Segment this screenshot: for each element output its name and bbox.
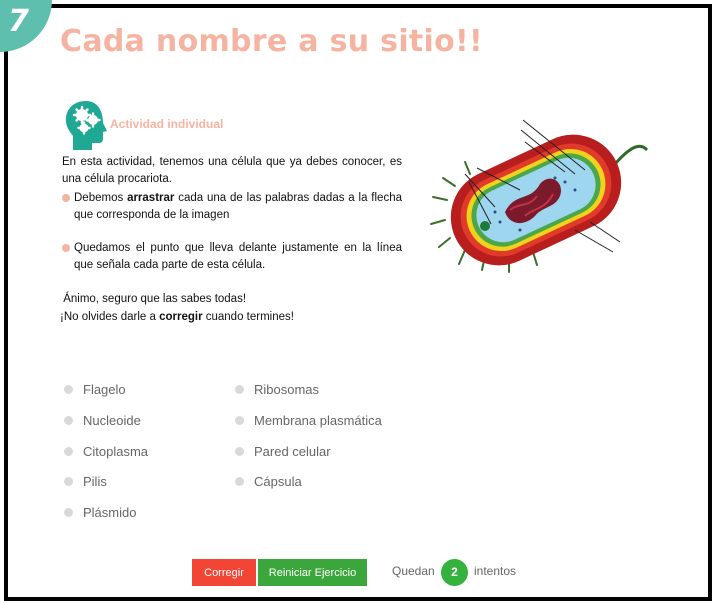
intro-text: En esta actividad, tenemos una célula que ya debes conocer, es una célula procariota. [62,156,402,185]
option-flagelo[interactable]: Flagelo [64,382,126,397]
emphasis-drag: arrastrar [127,192,175,204]
drag-handle-dot[interactable] [64,447,73,456]
drag-handle-dot[interactable] [64,385,73,394]
option-plasmido[interactable]: Plásmido [64,505,136,520]
option-pared-celular[interactable]: Pared celular [235,444,331,459]
bullet-dot [62,244,70,252]
option-nucleoide[interactable]: Nucleoide [64,413,141,428]
instruction-bullet-drag: Debemos arrastrar cada una de las palabras dadas a la flecha que corresponda de la imagen [62,190,402,224]
drag-handle-dot[interactable] [64,508,73,517]
option-pilis[interactable]: Pilis [64,474,107,489]
activity-label: Actividad individual [110,117,224,131]
option-ribosomas[interactable]: Ribosomas [235,382,319,397]
remaining-label: Quedan [392,564,435,578]
reset-exercise-button[interactable]: Reiniciar Ejercicio [258,559,367,586]
attempts-label: intentos [474,564,517,578]
attempts-count-badge: 2 [441,559,468,586]
prokaryotic-cell-image [425,112,650,277]
option-capsula[interactable]: Cápsula [235,474,302,489]
drag-handle-dot[interactable] [64,416,73,425]
drag-handle-dot[interactable] [235,416,244,425]
exercise-number: 7 [8,4,29,39]
drag-handle-dot[interactable] [235,385,244,394]
option-membrana-plasmatica[interactable]: Membrana plasmática [235,413,382,428]
closing-text: Ánimo, seguro que las sabes todas! ¡No olvides darle a corregir cuando termines! [60,293,294,323]
drag-handle-dot[interactable] [235,477,244,486]
activity-header [62,98,262,152]
bullet-dot [62,194,70,202]
drag-handle-dot[interactable] [64,477,73,486]
emphasis-correct: corregir [159,311,203,323]
footer-controls [0,559,714,587]
page-title: Cada nombre a su sitio!! [60,24,483,59]
drag-handle-dot[interactable] [235,447,244,456]
head-gears-icon [62,98,110,152]
instruction-bullet-point: Quedamos el punto que lleva delante justamente en la línea que señala cada parte de esta célula. [62,240,402,274]
option-citoplasma[interactable]: Citoplasma [64,444,148,459]
correct-button[interactable]: Corregir [192,559,256,586]
